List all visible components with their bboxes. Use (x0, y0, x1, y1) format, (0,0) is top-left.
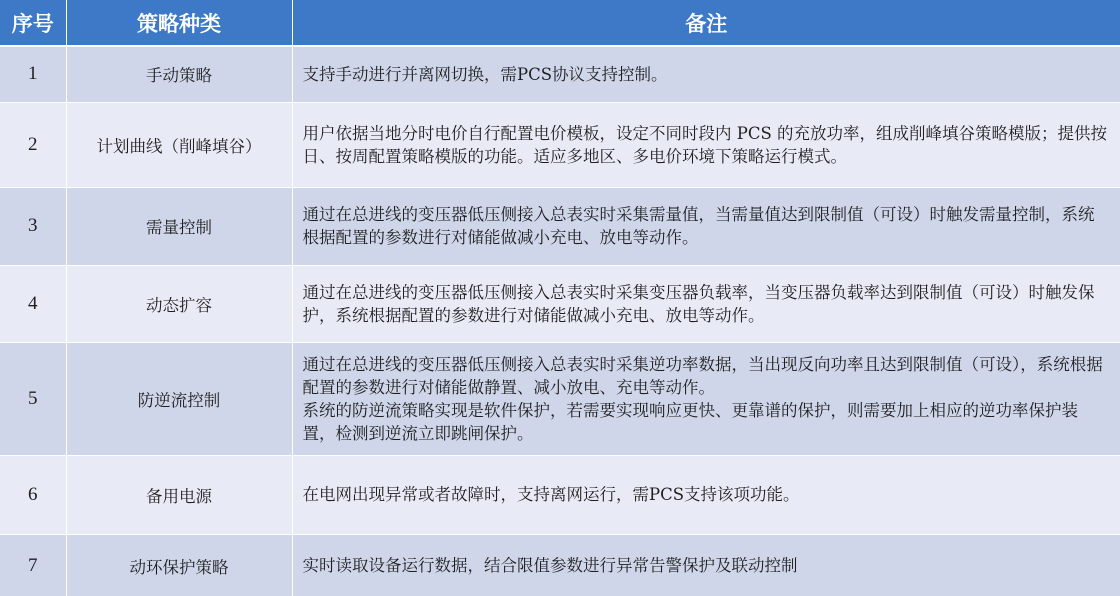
strategy-type-cell: 计划曲线（削峰填谷） (66, 102, 292, 187)
table-body (0, 46, 1120, 596)
strategy-type-cell: 手动策略 (66, 46, 292, 102)
remarks-paragraph: 在电网出现异常或者故障时，支持离网运行，需PCS支持该项功能。 (302, 485, 800, 504)
table-row (0, 534, 1120, 596)
table-header (0, 0, 1120, 46)
header-remarks: 备注 (292, 0, 1120, 46)
header-row (0, 0, 1120, 46)
serial-number-cell: 1 (0, 46, 66, 102)
remarks-paragraph: 通过在总进线的变压器低压侧接入总表实时采集需量值，当需量值达到限制值（可设）时触发需量控制，系统根据配置的参数进行对储能做减小充电、放电等动作。 (302, 205, 1095, 247)
serial-number-cell: 2 (0, 102, 66, 187)
table-row (0, 187, 1120, 265)
table-row (0, 342, 1120, 455)
table-row (0, 265, 1120, 342)
remarks-cell (292, 102, 1120, 187)
table-row (0, 455, 1120, 534)
table-row (0, 102, 1120, 187)
remarks-paragraph: 通过在总进线的变压器低压侧接入总表实时采集逆功率数据，当出现反向功率且达到限制值（可设），系统根据配置的参数进行对储能做静置、减小放电、充电等动作。 (302, 354, 1103, 397)
table-row (0, 46, 1120, 102)
serial-number-cell: 5 (0, 342, 66, 455)
serial-number-cell: 6 (0, 455, 66, 534)
header-serial-number: 序号 (0, 0, 66, 46)
serial-number-cell: 3 (0, 187, 66, 265)
remarks-paragraph: 通过在总进线的变压器低压侧接入总表实时采集变压器负载率，当变压器负载率达到限制值（可设）时触发保护，系统根据配置的参数进行对储能做减小充电、放电等动作。 (302, 282, 1095, 325)
remarks-paragraph: 支持手动进行并离网切换，需PCS协议支持控制。 (302, 64, 668, 84)
strategy-type-cell: 防逆流控制 (66, 342, 292, 455)
strategy-type-cell: 需量控制 (66, 187, 292, 265)
header-strategy-type: 策略种类 (66, 0, 292, 46)
remarks-paragraph: 用户依据当地分时电价自行配置电价模板，设定不同时段内 PCS 的充放功率，组成削峰填谷策略模版；提供按日、按周配置策略模版的功能。适应多地区、多电价环境下策略运行模式。 (302, 123, 1108, 166)
remarks-cell (292, 342, 1120, 455)
serial-number-cell: 4 (0, 265, 66, 342)
strategy-type-cell: 备用电源 (66, 455, 292, 534)
serial-number-cell: 7 (0, 534, 66, 596)
remarks-paragraph: 实时读取设备运行数据，结合限值参数进行异常告警保护及联动控制 (302, 556, 798, 575)
remarks-cell (292, 46, 1120, 102)
remarks-cell (292, 455, 1120, 534)
strategy-type-cell: 动环保护策略 (66, 534, 292, 596)
remarks-cell (292, 534, 1120, 596)
remarks-paragraph: 系统的防逆流策略实现是软件保护，若需要实现响应更快、更靠谱的保护，则需要加上相应的逆功率保护装置，检测到逆流立即跳闸保护。 (302, 400, 1078, 443)
remarks-cell (292, 265, 1120, 342)
strategy-type-cell: 动态扩容 (66, 265, 292, 342)
remarks-cell (292, 187, 1120, 265)
